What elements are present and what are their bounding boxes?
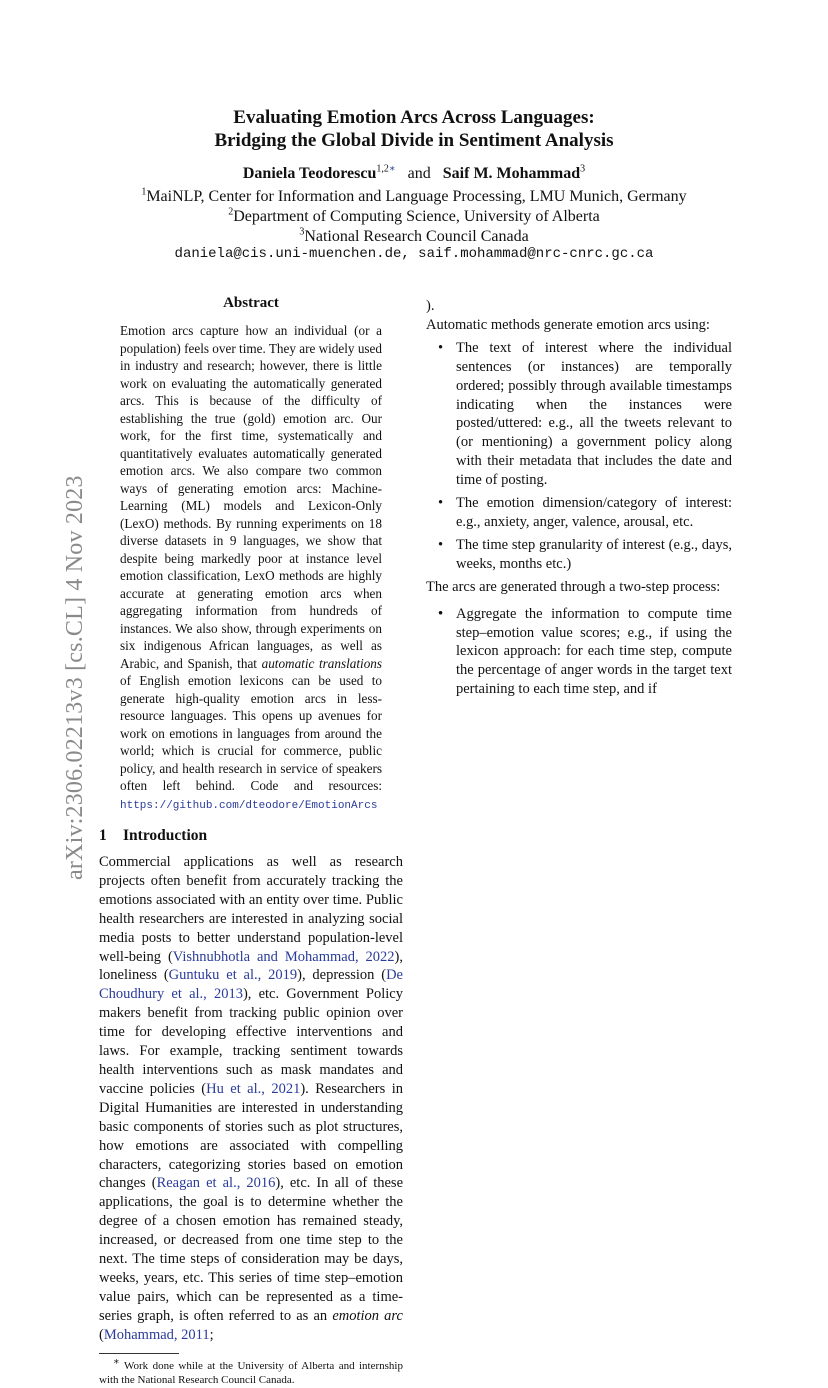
citation-link[interactable]: Mohammad, 2011 [103,1326,210,1343]
text-run: ; [209,1326,214,1343]
paper-title [100,106,728,152]
abstract-heading: Abstract [223,295,279,311]
abstract-body: Emotion arcs capture how an individual (or a population) feels over time. They are widely used in industry and research; however, there is little work on evaluating the automatically generated arcs. This is because of the difficulty of establishing the true (gold) emotion arc. Our work, for the first time, systematically and quantitatively evaluates automatically generated emotion arcs. We also compare two common ways of generating emotion arcs: Machine-Learning (ML) models and Lexicon-Only (LexO) methods. By running experiments on 18 diverse datasets in 9 languages, we show that despite being markedly poor at instance level emotion classification, LexO methods are highly accurate at generating emotion arcs when aggregating information from hundreds of instances. We also show, through experiments on six indigenous African languages, as well as Arabic, and Spanish, that automatic translations of English emotion lexicons can be used to generate high-quality emotion arcs in less-resource languages. This opens up avenues for work on emotions in languages from around the world; which is crucial for commerce, public policy, and health research in service of speakers often left behind. Code and resources: https://github.com/dteodore/EmotionArcs [120,323,383,812]
author-1-footnote-mark[interactable]: ∗ [388,163,396,175]
input-requirements-list [426,339,732,574]
code-resources-link[interactable]: https://github.com/dteodore/EmotionArcs [120,799,378,812]
process-steps-list [426,605,732,700]
title-line-1: Evaluating Emotion Arcs Across Languages: [233,107,595,128]
section-heading-introduction [99,827,403,845]
list-item: • The text of interest where the individual sentences (or instances) are temporally ordered; possibly through available timestamps indicating when the instances were posted/uttered: e.g., all the tweets relevant to (or mentioning) a government policy along with their metadata that includes the date and time of posting. [426,339,732,490]
title-line-2: Bridging the Global Divide in Sentiment Analysis [214,130,614,151]
text-run: ), depression ( [297,967,387,984]
author-emails: daniela@cis.uni-muenchen.de, saif.mohammad@nrc-cnrc.gc.ca [174,246,654,262]
affiliation-1: $^1$MaiNLP, Center for Information and Language Processing, LMU Munich, Germany [141,186,687,205]
text-run: ), loneliness ( [99,948,403,984]
footnote-rule [99,1353,179,1354]
arxiv-identifier: arXiv:2306.02213v3 [cs.CL] 4 Nov 2023 [62,475,88,880]
intro-paragraph-3: The arcs are generated through a two-step process: [426,578,721,595]
footnote: ∗ Work done while at the University of Alberta and internship with the National Research Council Canada. [99,1355,403,1387]
citation-link[interactable]: Hu et al., 2021 [206,1080,301,1097]
text-run: ). Researchers in Digital Humanities are interested in understanding basic components of stories such as plot structures, how emotions are associated with compelling characters, categorizing stories based on emotion changes ( [99,1080,403,1192]
affiliation-3: $^3$National Research Council Canada [299,226,529,245]
arxiv-banner [14,380,88,880]
section-title: Introduction [123,827,208,844]
citation-link[interactable]: Reagan et al., 2016 [156,1175,276,1192]
intro-paragraph-2: Automatic methods generate emotion arcs using: [426,316,710,333]
left-column [99,295,403,1388]
text-run: ), etc. Government Policy makers benefit from tracking public opinion over time for developing effective interventions and laws. For example, tracking sentiment towards health interventions such as mask mandates and vaccine policies ( [99,986,403,1097]
abstract-italic: automatic translations [261,655,383,671]
right-column [426,297,732,699]
text-run: Commercial applications as well as research projects often benefit from accurately tracking the emotions associated with an entity over time. Public health researchers are interested in analyzing social media posts to better understand population-level well-being ( [99,854,403,965]
intro-paragraph-1-continued [426,297,732,316]
author-and: and [407,165,431,182]
text-run: ( [99,1326,104,1343]
text-run: ), etc. In all of these applications, the goal is to determine whether the degree of a chosen emotion has remained steady, increased, or decreased from one time step to the next. The time steps of consideration may be days, weeks, years, etc. This series of time step–emotion value pairs, which can be represented as a time-series graph, is often referred to as an [99,1175,404,1324]
citation-link[interactable]: Guntuku et al., 2019 [168,967,298,984]
text-run: ). [426,298,435,314]
list-item: • The time step granularity of interest (e.g., days, weeks, months etc.) [426,536,732,574]
author-1-name: Daniela Teodorescu [242,165,377,182]
citation-link[interactable]: Vishnubhotla and Mohammad, 2022 [172,948,395,965]
list-item: • Aggregate the information to compute time step–emotion value scores; e.g., if using the lexicon approach: for each time step, compute the percentage of anger words in the target text pertaining to each time step, and if [426,605,732,700]
author-2-affil: 3 [580,163,586,175]
citation-link[interactable]: De Choudhury et al., 2013 [99,967,403,1003]
intro-paragraph-1 [99,853,403,1345]
author-1-affil: 1,2∗ [376,163,396,175]
author-2-name: Saif M. Mohammad [442,165,581,182]
affiliation-2: $^2$Department of Computing Science, University of Alberta [228,206,600,225]
list-item: • The emotion dimension/category of interest: e.g., anxiety, anger, valence, arousal, etc. [426,494,732,532]
italic-term: emotion arc [332,1307,403,1324]
section-number: 1 [99,827,107,844]
author-line [100,164,728,184]
